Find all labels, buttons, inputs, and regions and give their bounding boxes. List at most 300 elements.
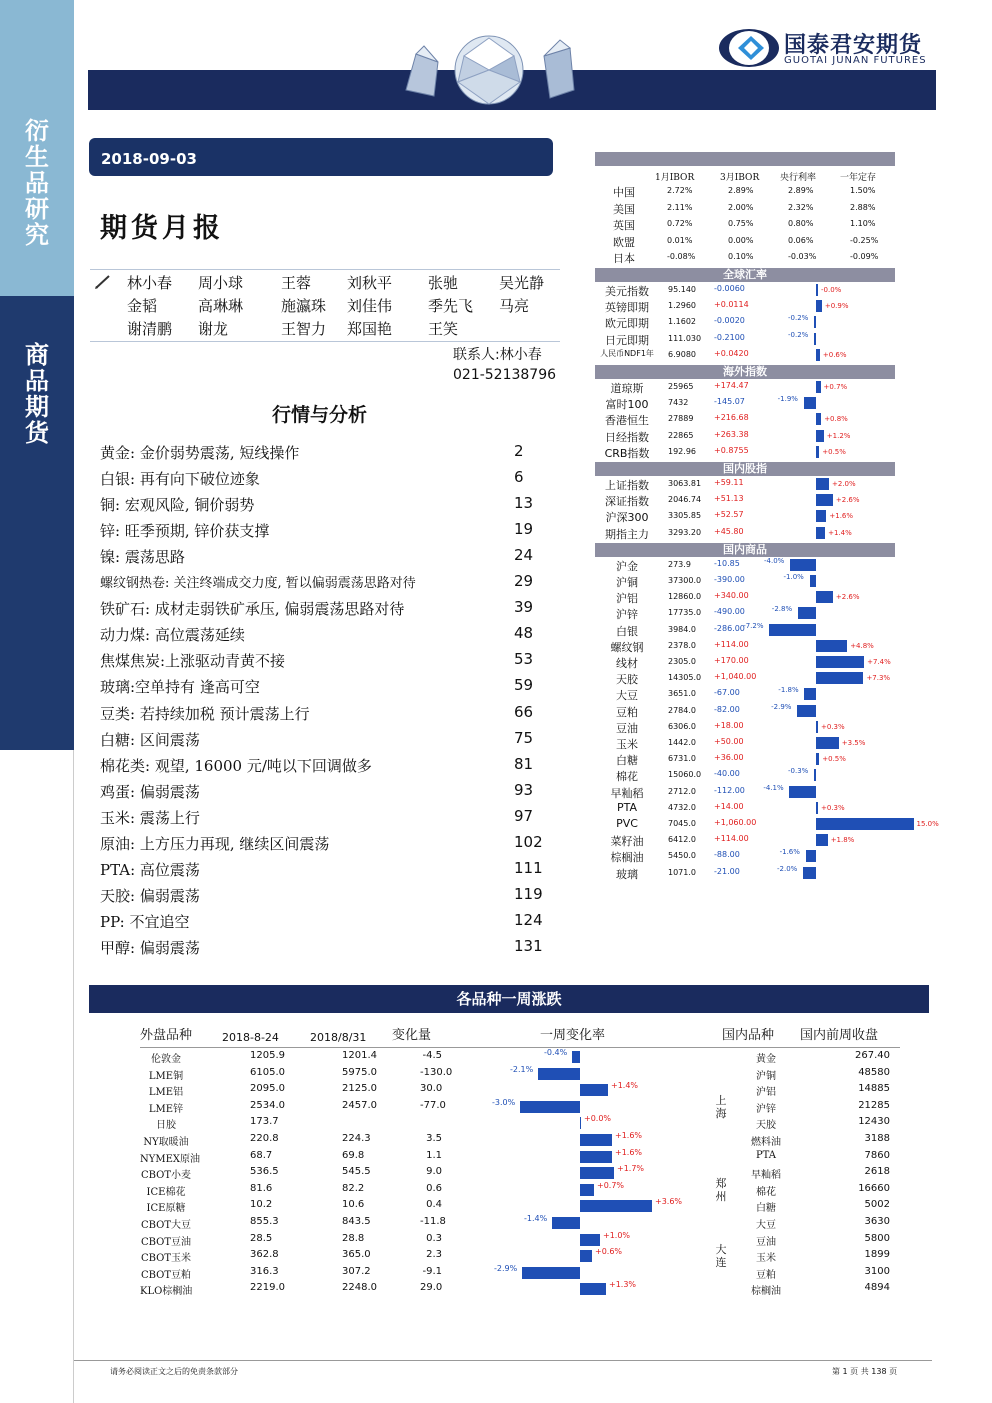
- weekly-row-pct: +1.3%: [609, 1280, 637, 1290]
- market-row-bar: [816, 430, 824, 442]
- market-row-pct: +1.4%: [828, 528, 852, 537]
- author-name: 施瀛珠: [281, 297, 327, 315]
- weekly-row-name: LME铝: [148, 1087, 184, 1099]
- domestic-name: 豆粕: [756, 1269, 776, 1281]
- rates-value: -0.08%: [667, 252, 696, 262]
- market-row-change: -112.00: [714, 785, 745, 795]
- exchange-char: 郑: [715, 1176, 727, 1190]
- toc-item-title: 玉米: 震荡上行: [100, 808, 200, 827]
- domestic-close: 7860: [864, 1149, 890, 1161]
- toc-item-page: 66: [514, 702, 534, 721]
- market-row-pct: +0.3%: [821, 722, 845, 731]
- author-name: 谢龙: [198, 320, 229, 338]
- market-row-change: +45.80: [714, 526, 744, 536]
- market-row-pct: +1.6%: [829, 512, 854, 521]
- market-row-pct: +0.9%: [824, 302, 849, 311]
- market-row-value: 192.96: [668, 446, 696, 456]
- toc-item-page: 124: [514, 910, 543, 929]
- weekly-row-bar: [580, 1084, 608, 1096]
- rates-header: 央行利率: [780, 173, 817, 183]
- weekly-row-pct: +0.0%: [584, 1114, 612, 1124]
- weekly-row-pct: -2.1%: [510, 1064, 534, 1074]
- market-row-name: 大豆: [616, 689, 638, 703]
- toc-item-title: 焦煤焦炭:上涨驱动青黄不接: [100, 652, 286, 671]
- market-row-change: -390.00: [714, 575, 745, 584]
- weekly-row-prev: 1205.9: [250, 1050, 285, 1061]
- market-row-pct: +0.8%: [824, 415, 848, 424]
- weekly-row-pct: -2.9%: [494, 1263, 518, 1273]
- market-row-change: -67.00: [714, 688, 740, 698]
- weekly-row-pct: +0.6%: [595, 1247, 623, 1257]
- market-row-pct: +0.5%: [822, 755, 846, 764]
- market-row-name: 白糖: [616, 754, 638, 768]
- market-row-bar: [814, 333, 816, 345]
- toc-item-page: 93: [514, 780, 534, 799]
- market-row-name: 上证指数: [605, 479, 649, 492]
- market-row-bar: [798, 607, 816, 619]
- market-row-pct: +0.7%: [823, 383, 848, 391]
- toc-item-page: 29: [514, 572, 534, 591]
- market-row-bar: [816, 818, 914, 830]
- market-row-pct: +2.6%: [835, 496, 860, 505]
- weekly-header: 国内品种: [722, 1028, 775, 1043]
- toc-item-title: 原油: 上方压力再现, 继续区间震荡: [100, 834, 330, 853]
- toc-item-title: 螺纹钢热卷: 关注终端成交力度, 暂以偏弱震荡思路对待: [100, 576, 416, 592]
- sidebar-char: 品: [25, 169, 49, 197]
- market-row-pct: +1.8%: [830, 836, 855, 845]
- toc-item-title: 镍: 震荡思路: [100, 548, 185, 567]
- weekly-row-name: ICE原糖: [146, 1203, 186, 1215]
- author-name: 张驰: [428, 274, 459, 292]
- contact-phone: 021-52138796: [453, 367, 557, 383]
- weekly-row-bar: [572, 1051, 580, 1063]
- exchange-char: 州: [715, 1189, 727, 1203]
- market-row-change: +114.00: [714, 639, 749, 649]
- weekly-row-curr: 2248.0: [342, 1282, 377, 1294]
- weekly-row-prev: 10.2: [250, 1199, 273, 1211]
- rates-value: 0.75%: [728, 219, 754, 229]
- author-name: 刘秋平: [347, 274, 393, 292]
- rates-value: 1.50%: [850, 186, 876, 195]
- weekly-row-curr: 843.5: [342, 1216, 371, 1227]
- market-row-value: 111.030: [668, 333, 702, 343]
- market-row-pct: +4.8%: [850, 641, 874, 650]
- market-row-name: 螺纹钢: [610, 640, 644, 654]
- weekly-row-pct: +0.7%: [597, 1180, 625, 1190]
- market-section-header: 国内股指: [595, 462, 895, 476]
- market-row-pct: -1.0%: [783, 573, 804, 581]
- market-row-name: 人民币NDF1年: [600, 348, 654, 358]
- market-row-bar: [790, 559, 816, 571]
- market-row-change: +340.00: [714, 591, 749, 601]
- rates-header: 3月IBOR: [720, 173, 760, 183]
- toc-item-title: 白银: 再有向下破位迹象: [100, 470, 260, 489]
- toc-item-page: 53: [514, 650, 534, 669]
- market-row-pct: +2.6%: [835, 593, 860, 602]
- toc-item-page: 102: [514, 832, 543, 851]
- market-row-value: 3651.0: [668, 689, 696, 699]
- market-row-name: 棉花: [616, 770, 638, 784]
- sidebar-char: 商: [25, 341, 49, 369]
- market-row-change: +263.38: [714, 429, 749, 439]
- toc-item-title: 豆类: 若持续加税 预计震荡上行: [100, 704, 310, 723]
- market-row-pct: +0.3%: [821, 803, 845, 812]
- market-row-bar: [816, 413, 821, 425]
- sidebar-bottom-band: [0, 750, 74, 1403]
- market-row-name: 天胶: [616, 673, 638, 687]
- market-row-name: 棕榈油: [610, 851, 644, 865]
- weekly-row-pct: -0.4%: [544, 1048, 568, 1057]
- weekly-row-change: 30.0: [420, 1083, 443, 1095]
- weekly-row-change: -130.0: [420, 1066, 453, 1078]
- rates-country: 中国: [613, 186, 635, 199]
- market-row-change: -286.00: [714, 623, 745, 633]
- market-row-value: 1071.0: [668, 867, 696, 877]
- toc-item-title: 锌: 旺季预期, 锌价获支撑: [100, 522, 270, 541]
- footer-rule: [74, 1360, 932, 1361]
- weekly-row-name: LME锌: [148, 1103, 184, 1115]
- market-row-name: 沪锌: [616, 608, 638, 622]
- rates-value: 2.00%: [728, 202, 754, 212]
- weekly-row-prev: 68.7: [250, 1149, 273, 1161]
- market-row-change: +174.47: [714, 381, 749, 390]
- market-row-change: +0.0114: [714, 300, 749, 310]
- weekly-row-name: 伦敦金: [151, 1054, 181, 1065]
- domestic-name: 白糖: [756, 1203, 776, 1215]
- market-row-change: +36.00: [714, 753, 744, 763]
- market-row-bar: [816, 656, 864, 668]
- weekly-row-curr: 82.2: [342, 1182, 365, 1194]
- market-row-bar: [804, 397, 816, 409]
- rates-value: 2.88%: [850, 202, 876, 212]
- author-name: 高琳琳: [198, 297, 244, 315]
- author-name: 季先飞: [428, 297, 474, 315]
- market-row-change: +18.00: [714, 720, 744, 730]
- market-row-name: 深证指数: [605, 495, 649, 509]
- weekly-header-rule: [140, 1047, 900, 1048]
- market-row-pct: 15.0%: [916, 820, 939, 828]
- author-rule-bottom: [90, 341, 560, 342]
- weekly-row-change: 3.5: [426, 1133, 442, 1144]
- rates-value: 2.11%: [667, 202, 693, 212]
- weekly-row-prev: 536.5: [250, 1166, 279, 1178]
- market-row-bar: [816, 381, 821, 393]
- market-row-pct: -1.9%: [777, 395, 798, 404]
- rates-header-band: [595, 152, 895, 166]
- weekly-row-curr: 69.8: [342, 1149, 365, 1161]
- rates-header: 一年定存: [840, 173, 877, 183]
- market-row-name: 豆粕: [616, 705, 638, 719]
- market-row-change: +14.00: [714, 801, 744, 811]
- market-row-value: 7432: [668, 398, 689, 408]
- domestic-close: 5002: [864, 1199, 890, 1211]
- domestic-name: 沪铜: [756, 1070, 776, 1082]
- toc-item-title: 黄金: 金价弱势震荡, 短线操作: [100, 444, 300, 462]
- footer-page-number: 第 1 页 共 138 页: [832, 1367, 898, 1376]
- domestic-close: 3100: [864, 1265, 890, 1277]
- market-row-name: 欧元即期: [605, 317, 649, 331]
- market-row-value: 1.1602: [668, 317, 696, 327]
- weekly-row-bar: [580, 1200, 652, 1212]
- domestic-name: 棕榈油: [751, 1286, 781, 1298]
- weekly-row-name: KLO棕榈油: [140, 1286, 193, 1298]
- weekly-row-bar: [580, 1134, 612, 1146]
- market-row-bar: [816, 672, 863, 684]
- market-row-pct: -2.0%: [777, 864, 798, 873]
- weekly-row-name: CBOT玉米: [140, 1253, 192, 1265]
- market-row-pct: +0.6%: [822, 350, 847, 359]
- market-row-pct: -4.0%: [764, 556, 785, 565]
- author-name: 金韬: [127, 297, 158, 315]
- market-row-value: 6412.0: [668, 835, 696, 845]
- weekly-row-bar: [580, 1117, 581, 1129]
- weekly-row-bar: [538, 1068, 580, 1080]
- market-row-change: -0.0060: [714, 284, 745, 293]
- market-row-name: 沪深300: [605, 511, 649, 525]
- author-name: 郑国艳: [347, 320, 393, 338]
- weekly-row-name: CBOT小麦: [140, 1170, 192, 1182]
- page-title: 期货月报: [100, 213, 224, 244]
- market-row-value: 25965: [668, 382, 694, 391]
- market-row-value: 3063.81: [668, 479, 702, 488]
- toc-item-title: 铜: 宏观风险, 铜价弱势: [100, 496, 255, 515]
- market-row-change: +0.8755: [714, 445, 749, 455]
- weekly-row-curr: 365.0: [342, 1249, 371, 1261]
- domestic-close: 3188: [864, 1133, 890, 1144]
- weekly-row-pct: +1.0%: [603, 1230, 631, 1240]
- market-row-bar: [789, 786, 816, 798]
- author-name: 王笑: [428, 320, 459, 338]
- author-name: 刘佳伟: [347, 297, 393, 315]
- weekly-row-bar: [520, 1101, 580, 1113]
- market-row-change: -21.00: [714, 866, 740, 876]
- market-row-pct: +1.2%: [826, 431, 851, 440]
- rates-value: 0.80%: [788, 219, 814, 229]
- market-row-name: 玻璃: [616, 867, 638, 881]
- weekly-row-prev: 855.3: [250, 1216, 279, 1227]
- market-row-value: 3293.20: [668, 527, 702, 537]
- market-row-change: +170.00: [714, 656, 749, 665]
- market-row-change: -82.00: [714, 704, 740, 714]
- weekly-row-curr: 307.2: [342, 1265, 371, 1277]
- market-row-name: 菜籽油: [610, 835, 644, 849]
- market-row-bar: [816, 802, 818, 814]
- weekly-row-name: ICE棉花: [146, 1186, 186, 1198]
- market-row-bar: [816, 284, 818, 296]
- weekly-row-curr: 224.3: [342, 1133, 371, 1144]
- weekly-row-change: -4.5: [422, 1050, 442, 1061]
- author-rule-top: [90, 269, 560, 270]
- market-row-change: +114.00: [714, 834, 749, 844]
- weekly-row-prev: 2219.0: [250, 1282, 285, 1294]
- toc-item-page: 39: [514, 598, 534, 617]
- toc-item-page: 59: [514, 676, 534, 695]
- market-row-value: 3305.85: [668, 511, 702, 521]
- weekly-row-prev: 173.7: [250, 1116, 279, 1128]
- market-row-pct: +7.3%: [866, 674, 891, 683]
- weekly-row-bar: [580, 1167, 614, 1179]
- domestic-name: 黄金: [756, 1054, 776, 1065]
- market-row-pct: +7.4%: [867, 658, 891, 666]
- author-name: 林小春: [127, 274, 173, 292]
- market-row-value: 14305.0: [668, 673, 702, 683]
- domestic-close: 1899: [864, 1249, 890, 1261]
- market-row-value: 2305.0: [668, 657, 696, 666]
- sidebar-char: 品: [25, 367, 49, 395]
- market-row-name: 豆油: [616, 721, 638, 735]
- market-row-bar: [816, 640, 847, 652]
- market-row-value: 27889: [668, 414, 694, 424]
- weekly-row-prev: 2534.0: [250, 1099, 285, 1111]
- market-row-bar: [806, 850, 816, 862]
- report-date: 2018-09-03: [101, 150, 197, 168]
- market-row-pct: -2.8%: [771, 605, 793, 614]
- market-row-bar: [814, 769, 816, 781]
- weekly-row-prev: 2095.0: [250, 1083, 285, 1095]
- domestic-name: PTA: [755, 1149, 777, 1161]
- market-row-name: 沪金: [616, 559, 638, 573]
- weekly-row-bar: [580, 1234, 600, 1246]
- market-section-header: 海外指数: [595, 365, 895, 379]
- market-row-value: 7045.0: [668, 819, 696, 828]
- market-row-name: PTA: [616, 800, 638, 814]
- toc-item-title: 棉花类: 观望, 16000 元/吨以下回调做多: [100, 756, 372, 775]
- domestic-close: 16660: [858, 1182, 890, 1194]
- domestic-name: 天胶: [756, 1120, 776, 1132]
- footer-disclaimer: 请务必阅读正文之后的免责条款部分: [110, 1367, 238, 1376]
- weekly-change-title: 各品种一周涨跌: [89, 985, 929, 1013]
- domestic-name: 玉米: [756, 1253, 776, 1265]
- market-row-name: 沪铝: [616, 592, 638, 606]
- market-row-bar: [810, 575, 817, 587]
- sidebar-char: 究: [25, 221, 49, 249]
- toc-item-page: 2: [514, 442, 524, 460]
- market-row-value: 17735.0: [668, 608, 702, 618]
- weekly-row-pct: -1.4%: [524, 1214, 548, 1223]
- rates-header: 1月IBOR: [655, 173, 695, 183]
- weekly-row-pct: -3.0%: [492, 1097, 516, 1107]
- market-row-pct: -1.8%: [778, 686, 799, 695]
- market-row-pct: +0.5%: [822, 447, 846, 456]
- market-row-bar: [816, 737, 839, 749]
- weekly-row-curr: 1201.4: [342, 1050, 377, 1061]
- weekly-row-name: CBOT豆油: [140, 1236, 192, 1248]
- weekly-header: 变化量: [392, 1028, 432, 1043]
- exchange-label: [714, 1094, 728, 1120]
- author-name: 吴光静: [499, 274, 545, 292]
- author-name: 王蓉: [281, 274, 312, 292]
- market-row-change: +52.57: [714, 510, 744, 520]
- market-row-change: +0.0420: [714, 348, 749, 358]
- market-row-pct: -4.1%: [763, 783, 784, 792]
- rates-value: 2.89%: [788, 186, 814, 195]
- weekly-row-name: CBOT大豆: [140, 1220, 192, 1231]
- weekly-header: 2018/8/31: [310, 1031, 367, 1044]
- domestic-close: 4894: [864, 1282, 890, 1294]
- author-name: 马亮: [499, 297, 530, 315]
- rates-value: -0.09%: [850, 252, 879, 262]
- toc-item-page: 48: [514, 624, 534, 643]
- market-row-bar: [816, 349, 820, 361]
- market-row-name: PVC: [616, 817, 638, 830]
- rates-value: 2.72%: [667, 186, 693, 195]
- toc-item-page: 75: [514, 728, 534, 747]
- toc-item-title: 玻璃:空单持有 逢高可空: [100, 678, 260, 697]
- market-row-pct: +3.5%: [841, 739, 866, 747]
- market-row-pct: -0.2%: [788, 314, 809, 323]
- rates-value: 0.72%: [667, 219, 693, 229]
- weekly-row-name: 日胶: [156, 1120, 176, 1132]
- section-title: 行情与分析: [272, 404, 368, 426]
- market-row-pct: +2.0%: [832, 480, 856, 488]
- exchange-char: 海: [715, 1106, 727, 1120]
- market-row-bar: [804, 688, 816, 700]
- toc-item-title: 甲醇: 偏弱震荡: [100, 938, 200, 957]
- market-row-change: -145.07: [714, 397, 745, 407]
- market-section-header: 国内商品: [595, 543, 895, 557]
- market-row-value: 6.9080: [668, 349, 696, 359]
- sidebar-char: 衍: [25, 117, 49, 145]
- diamond-icon: [394, 32, 584, 112]
- domestic-close: 2618: [864, 1166, 890, 1178]
- weekly-header: 国内前周收盘: [800, 1028, 879, 1043]
- rates-value: 0.06%: [788, 235, 814, 245]
- exchange-char: 上: [715, 1093, 727, 1107]
- toc-item-page: 131: [514, 936, 543, 955]
- market-row-name: 白银: [616, 624, 638, 638]
- market-row-change: +59.11: [714, 478, 744, 487]
- market-row-name: 日经指数: [605, 430, 649, 444]
- rates-country: 日本: [613, 252, 635, 266]
- exchange-char: 大: [715, 1243, 727, 1257]
- market-row-change: -0.2100: [714, 332, 745, 342]
- rates-value: -0.03%: [788, 252, 817, 262]
- rates-value: 1.10%: [850, 219, 876, 229]
- market-row-value: 5450.0: [668, 851, 696, 861]
- domestic-name: 沪铝: [756, 1087, 776, 1099]
- logo-mark-icon: [718, 28, 780, 68]
- market-row-change: +1,060.00: [714, 818, 757, 827]
- market-row-change: +1,040.00: [714, 672, 757, 682]
- weekly-row-bar: [580, 1184, 594, 1196]
- weekly-row-curr: 28.8: [342, 1232, 365, 1244]
- market-row-pct: -0.3%: [788, 767, 809, 776]
- weekly-row-prev: 28.5: [250, 1232, 273, 1244]
- toc-item-page: 24: [514, 546, 534, 565]
- market-row-name: 线材: [616, 657, 638, 670]
- market-row-bar: [816, 527, 825, 539]
- weekly-row-bar: [580, 1283, 606, 1295]
- company-logo: [718, 28, 938, 68]
- market-row-pct: -1.6%: [779, 848, 800, 857]
- author-name: 谢清鹏: [127, 320, 173, 338]
- market-row-change: -88.00: [714, 850, 740, 860]
- weekly-row-change: 9.0: [426, 1166, 442, 1178]
- toc-item-title: 动力煤: 高位震荡延续: [100, 626, 245, 645]
- domestic-name: 大豆: [756, 1220, 776, 1231]
- domestic-name: 棉花: [756, 1186, 776, 1198]
- toc-item-page: 6: [514, 468, 524, 487]
- weekly-header: 一周变化率: [540, 1028, 606, 1043]
- rates-value: -0.25%: [850, 235, 879, 245]
- market-row-value: 15060.0: [668, 770, 702, 780]
- rates-country: 美国: [613, 202, 635, 216]
- domestic-close: 48580: [858, 1066, 890, 1078]
- weekly-row-change: 0.6: [426, 1182, 442, 1194]
- market-row-bar: [816, 478, 829, 490]
- weekly-row-bar: [522, 1267, 580, 1279]
- market-row-bar: [816, 834, 828, 846]
